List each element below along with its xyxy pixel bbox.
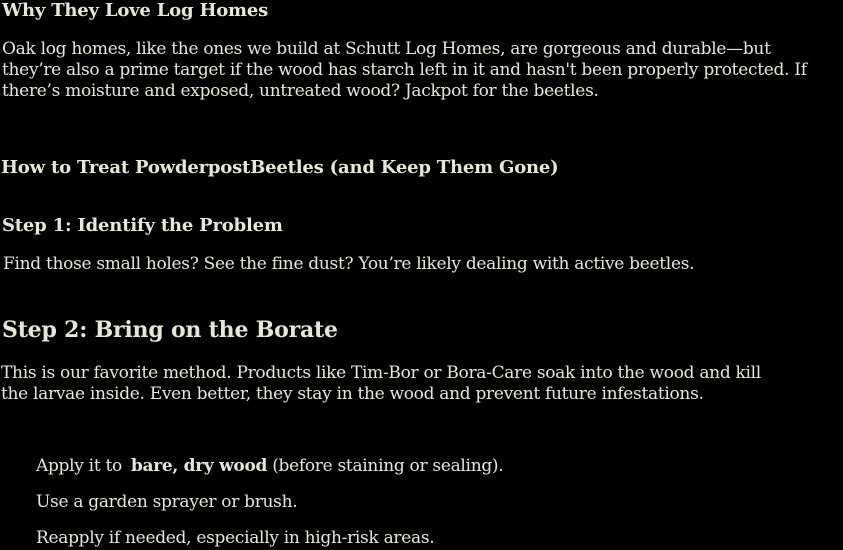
borate-instructions-list — [36, 456, 503, 550]
paragraph-line: Oak log homes, like the ones we build at Schutt Log Homes, are gorgeous and durable—but — [2, 39, 771, 59]
list-item-apply-suffix: (before staining or sealing). — [267, 456, 504, 476]
heading-step-2: Step 2: Bring on the Borate — [2, 317, 338, 343]
paragraph-line: This is our favorite method. Products like Tim-Bor or Bora-Care soak into the wood and kill — [1, 363, 761, 383]
paragraph-step-2 — [1, 363, 761, 405]
list-item-apply — [36, 456, 503, 477]
paragraph-line: they’re also a prime target if the wood has starch left in it and hasn't been properly protected. If — [2, 60, 807, 80]
list-item-apply-prefix: Apply it to — [36, 456, 122, 476]
paragraph-step-1 — [3, 254, 694, 275]
list-item-apply-bold: bare, dry wood — [130, 456, 268, 476]
heading-step-1: Step 1: Identify the Problem — [2, 215, 283, 236]
paragraph-line: there’s moisture and exposed, untreated wood? Jackpot for the beetles. — [2, 81, 599, 101]
list-item-reapply: Reapply if needed, especially in high-risk areas. — [36, 528, 435, 548]
paragraph-line: the larvae inside. Even better, they stay in the wood and prevent future infestations. — [1, 384, 704, 404]
paragraph-why-they-love — [2, 39, 807, 102]
paragraph-line: Find those small holes? See the fine dust? You’re likely dealing with active beetles. — [3, 254, 695, 274]
list-item-sprayer: Use a garden sprayer or brush. — [36, 492, 298, 512]
heading-how-to-treat: How to Treat PowderpostBeetles (and Keep Them Gone) — [1, 157, 559, 178]
heading-why-they-love-log-homes: Why They Love Log Homes — [2, 0, 269, 21]
